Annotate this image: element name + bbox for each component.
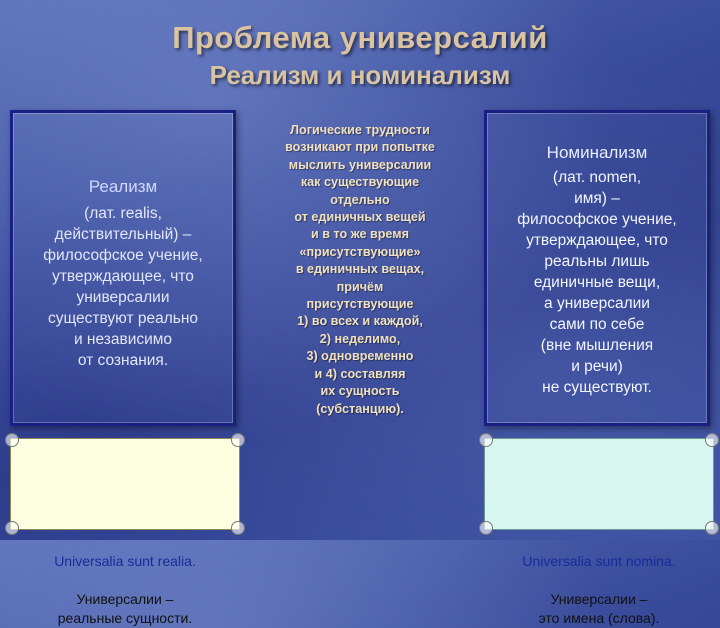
nominalism-scroll xyxy=(484,438,714,626)
nominalism-box xyxy=(484,110,710,426)
scroll-curl-icon xyxy=(231,521,245,535)
slide-title: Проблема универсалий xyxy=(172,20,548,55)
slide-subtitle: Реализм и номинализм xyxy=(209,60,511,90)
realism-heading: Реализм xyxy=(88,177,158,196)
nominalism-latin-phrase: Universalia sunt nomina. xyxy=(522,553,676,569)
scroll-curl-icon xyxy=(705,521,719,535)
realism-definition: (лат. realis, действительный) – философское учение, утверждающее, что универсалии существуют реально и независимо от сознания. xyxy=(43,205,203,369)
scroll-curl-icon xyxy=(231,433,245,447)
nominalism-definition: (лат. nomen, имя) – философское учение, утверждающее, что реальны лишь единичные вещи, а универсалии сами по себе (вне мышления и речи) не существуют. xyxy=(517,169,677,396)
scroll-curl-icon xyxy=(5,433,19,447)
scroll-curl-icon xyxy=(479,433,493,447)
logical-difficulties-text: Логические трудности возникают при попытке мыслить универсалии как существующие отдельно от единичных вещей и в то же время «присутствующие» в единичных вещах, причём присутствующие 1) во всех и каждой, 2) неделимо, 3) одновременно и 4) составляя их сущность (субстанцию). xyxy=(285,123,435,416)
realism-box xyxy=(10,110,236,426)
realism-latin-phrase: Universalia sunt realia. xyxy=(54,553,196,569)
scroll-curl-icon xyxy=(705,433,719,447)
realism-translation: Универсалии – реальные сущности. xyxy=(57,591,193,626)
scroll-curl-icon xyxy=(5,521,19,535)
realism-scroll xyxy=(10,438,240,626)
scroll-curl-icon xyxy=(479,521,493,535)
nominalism-heading: Номинализм xyxy=(546,143,648,162)
nominalism-translation: Универсалии – это имена (слова). xyxy=(538,591,660,626)
